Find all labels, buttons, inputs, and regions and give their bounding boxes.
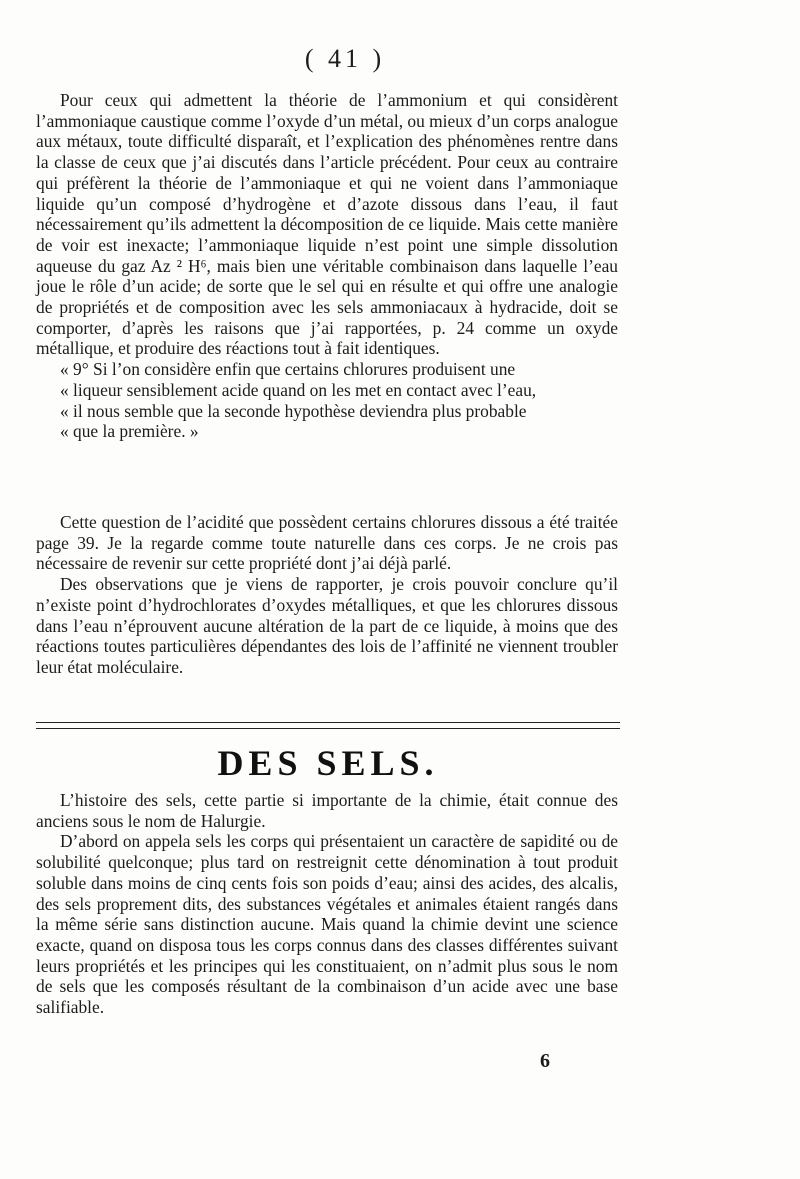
paragraph: Pour ceux qui admettent la théorie de l’ammonium et qui considèrent l’ammoniaque caustique comme l’oxyde d’un métal, ou mieux d’un corps analogue aux métaux, toute difficulté disparaît, et l’explication des phénomènes rentre dans la classe de ceux que j’ai discutés dans l’article précédent. Pour ceux au contraire qui préfèrent la théorie de l’ammoniaque et qui ne voient dans l’ammoniaque liquide qu’un composé d’hydrogène et d’azote dissous dans l’eau, il faut nécessairement qu’ils admettent la décomposition de ce liquide. Mais cette manière de voir est inexacte; l’ammoniaque liquide n’est point une simple dissolution aqueuse du gaz Az ² H⁶, mais bien une véritable combinaison dans laquelle l’eau joue le rôle d’un acide; de sorte que le sel qui en résulte et qui offre une analogie de propriétés et de composition avec les sels ammoniacaux à hydracide, doit se comporter, d’après les raisons que j’ai rapportées, p. 24 comme un oxyde métallique, et produire des réactions tout à fait identiques. [36, 90, 618, 359]
section-title: DES SELS. [217, 743, 439, 783]
paragraph: L’histoire des sels, cette partie si importante de la chimie, était connue des anciens sous le nom de Halurgie. [36, 790, 618, 831]
section-divider [36, 722, 620, 729]
quote-line: « que la première. » [60, 421, 199, 442]
page-number: ( 41 ) [304, 44, 386, 73]
quote-line: « liqueur sensiblement acide quand on les met en contact avec l’eau, [60, 379, 537, 400]
paragraph: Cette question de l’acidité que possèdent certains chlorures dissous a été traitée page 39. Je la regarde comme toute naturelle dans ces corps. Je ne crois pas nécessaire de revenir sur cette propriété dont j’ai déjà parlé. [36, 512, 618, 574]
quote-line: « il nous semble que la seconde hypothèse deviendra plus probable [60, 400, 527, 421]
signature-mark: 6 [540, 1050, 550, 1072]
quote-line: « 9° Si l’on considère enfin que certains chlorures produisent une [60, 359, 516, 380]
salts-section [36, 790, 618, 1018]
paragraph: Des observations que je viens de rapporter, je crois pouvoir conclure qu’il n’existe point d’hydrochlorates d’oxydes métalliques, et que les chlorures dissous dans l’eau n’éprouvent aucune altération de la part de ce liquide, à moins que des réactions toutes particulières dépendantes des lois de l’affinité ne viennent troubler leur état moléculaire. [36, 574, 618, 677]
paragraph: D’abord on appela sels les corps qui présentaient un caractère de sapidité ou de solubilité quelconque; plus tard on restreignit cette dénomination à tout produit soluble dans moins de cinq cents fois son poids d’eau; ainsi des acides, des alcalis, des sels proprement dits, des substances végétales et animales étaient rangés dans la même série sans distinction aucune. Mais quand la chimie devint une science exacte, quand on disposa tous les corps connus dans des classes différentes suivant leurs propriétés et les principes qui les constituaient, on n’admit plus sous le nom de sels que les composés résultant de la combinaison d’un acide avec une base salifiable. [36, 831, 618, 1018]
ammonium-section [36, 90, 618, 442]
acidity-section [36, 512, 618, 678]
